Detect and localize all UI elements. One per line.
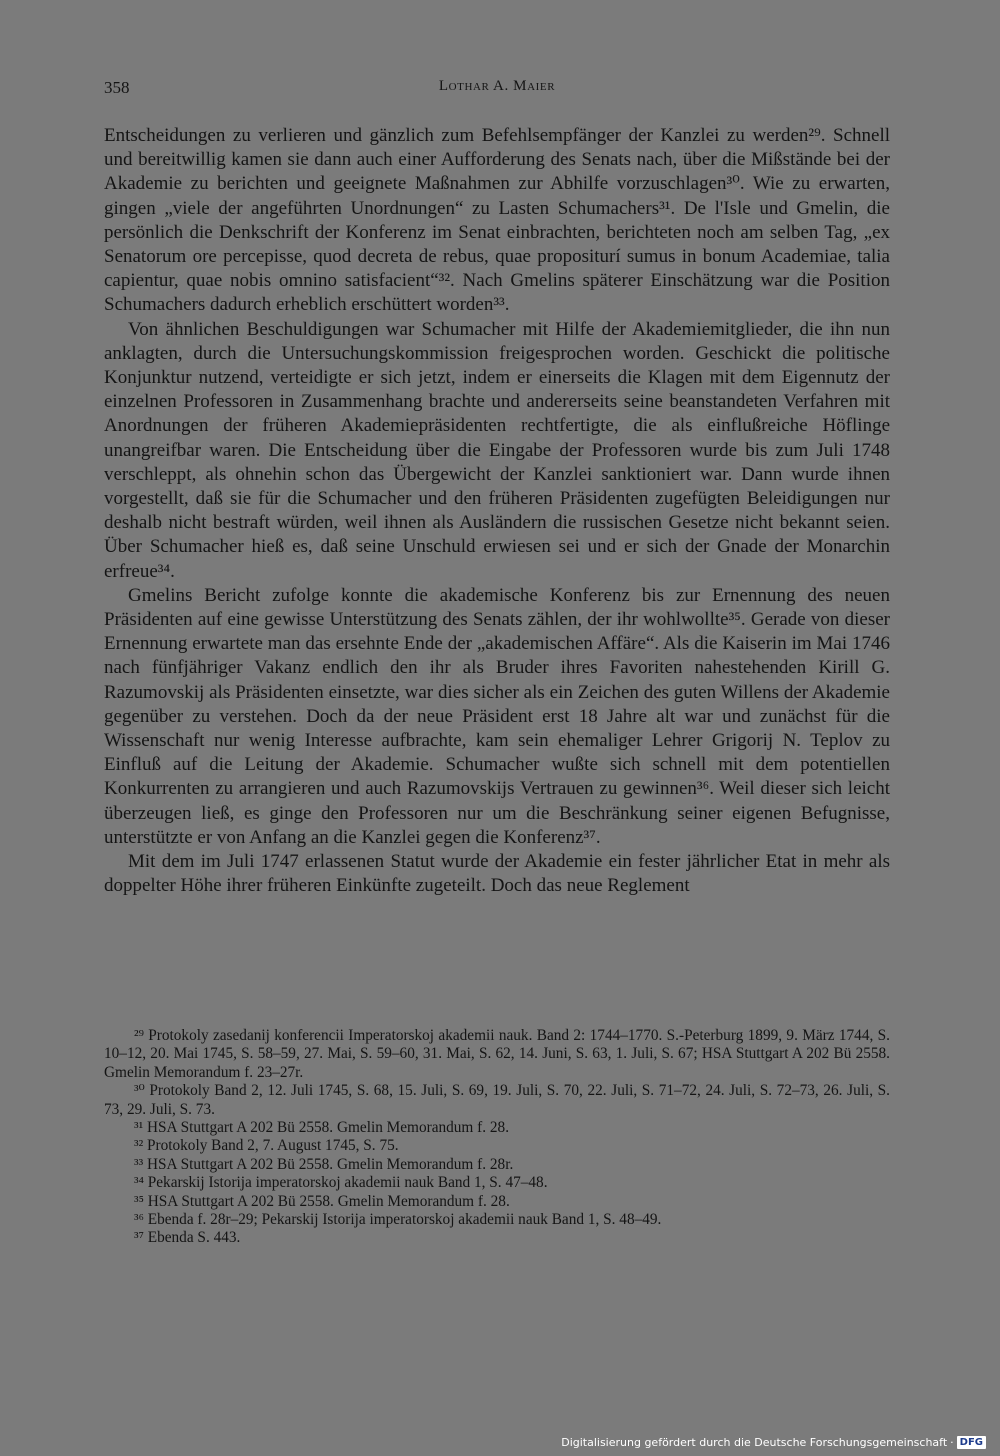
footnote: ³¹ HSA Stuttgart A 202 Bü 2558. Gmelin Memorandum f. 28. bbox=[134, 1119, 510, 1137]
footnote: ³⁷ Ebenda S. 443. bbox=[134, 1229, 241, 1247]
paragraph: Von ähnlichen Beschuldigungen war Schumacher mit Hilfe der Akademiemitglieder, die ihn nun anklagten, durch die Untersuchungskommission freigesprochen worden. Geschickt die politische Konjunktur nutzend, verteidigte er sich jetzt, indem er einerseits die Klagen mit dem Eigennutz der einzelnen Professoren in Zusammenhang brachte und andererseits seine beanstandeten Verfahren mit Anordnungen der früheren Akademiepräsidenten rechtfertigte, die als einflußreiche Höflinge unangreifbar waren. Die Entscheidung über die Eingabe der Professoren wurde bis zum Juli 1748 verschleppt, als ohnehin schon das Übergewicht der Kanzlei sanktioniert war. Dann wurde ihnen vorgestellt, daß sie für die Schumacher und den früheren Präsidenten zugefügten Beleidigungen nur deshalb nicht bestraft würden, weil ihnen als Ausländern die russischen Gesetze nicht bekannt seien. Über Schumacher hieß es, daß seine Unschuld erwiesen sei und er sich der Gnade der Monarchin erfreue³⁴. bbox=[104, 318, 890, 582]
running-head: Lothar A. Maier bbox=[438, 78, 556, 94]
footer-text: Digitalisierung gefördert durch die Deutsche Forschungsgemeinschaft bbox=[561, 1435, 948, 1449]
footnote: ²⁹ Protokoly zasedanij konferencii Imperatorskoj akademii nauk. Band 2: 1744–1770. S.-Peterburg 1899, 9. März 1744, S. 10–12, 20. Mai 1745, S. 58–59, 27. Mai, S. 59–60, 31. Mai, S. 62, 14. Juni, S. 63, 1. Juli, S. 67; HSA Stuttgart A 202 Bü 2558. Gmelin Memorandum f. 23–27r. bbox=[104, 1027, 890, 1081]
footnote: ³⁶ Ebenda f. 28r–29; Pekarskij Istorija imperatorskoj akademii nauk Band 1, S. 48–49. bbox=[134, 1211, 662, 1229]
footnote: ³² Protokoly Band 2, 7. August 1745, S. 75. bbox=[134, 1137, 399, 1155]
digitization-footer bbox=[561, 1434, 986, 1450]
page-header bbox=[104, 78, 890, 102]
footnotes bbox=[104, 1027, 890, 1248]
paragraph: Mit dem im Juli 1747 erlassenen Statut wurde der Akademie ein fester jährlicher Etat in mehr als doppelter Höhe ihrer früheren Einkünfte zugeteilt. Doch das neue Reglement bbox=[104, 851, 890, 897]
footnote: ³⁴ Pekarskij Istorija imperatorskoj akademii nauk Band 1, S. 47–48. bbox=[134, 1174, 548, 1192]
separator: · bbox=[950, 1435, 954, 1449]
main-text bbox=[104, 124, 890, 899]
dfg-logo: DFG bbox=[957, 1436, 986, 1449]
paragraph: Gmelins Bericht zufolge konnte die akademische Konferenz bis zur Ernennung des neuen Präsidenten auf eine gewisse Unterstützung des Senats zählen, der ihr wohlwollte³⁵. Gerade von dieser Ernennung erwartete man das ersehnte Ende der „akademischen Affäre“. Als die Kaiserin im Mai 1746 nach fünfjähriger Vakanz endlich den ihr als Bruder ihres Favoriten nahestehenden Kirill G. Razumovskij als Präsidenten einsetzte, war dies sicher als ein Zeichen des guten Willens der Akademie gegenüber zu verstehen. Doch da der neue Präsident erst 18 Jahre alt war und zunächst für die Wissenschaft nur wenig Interesse aufbrachte, kam sein ehemaliger Lehrer Grigorij N. Teplov zu Einfluß auf die Leitung der Akademie. Schumacher wußte sich schnell mit dem potentiellen Konkurrenten zu arrangieren und auch Razumovskijs Vertrauen zu gewinnen³⁶. Weil dieser sich leicht überzeugen ließ, es ginge den Professoren nur um die Beschränkung seiner eigenen Befugnisse, unterstützte er von Anfang an die Kanzlei gegen die Konferenz³⁷. bbox=[104, 584, 890, 848]
footnote: ³⁰ Protokoly Band 2, 12. Juli 1745, S. 68, 15. Juli, S. 69, 19. Juli, S. 70, 22. Juli, S. 71–72, 24. Juli, S. 72–73, 26. Juli, S. 73, 29. Juli, S. 73. bbox=[104, 1082, 890, 1118]
paragraph: Entscheidungen zu verlieren und gänzlich zum Befehlsempfänger der Kanzlei zu werden²⁹. Schnell und bereitwillig kamen sie dann auch einer Aufforderung des Senats nach, über die Mißstände bei der Akademie zu berichten und geeignete Maßnahmen zur Abhilfe vorzuschlagen³⁰. Wie zu erwarten, gingen „viele der angeführten Unordnungen“ zu Lasten Schumachers³¹. De l'Isle und Gmelin, die persönlich die Denkschrift der Konferenz im Senat einbrachten, berichteten noch am selben Tag, „ex Senatorum ore percepisse, quod decreta de rebus, quae propositurí sumus in bonum Academiae, talia capientur, quae nobis omnino satisfacient“³². Nach Gmelins späterer Einschätzung war die Position Schumachers dadurch erheblich erschüttert worden³³. bbox=[104, 125, 890, 316]
footnote: ³⁵ HSA Stuttgart A 202 Bü 2558. Gmelin Memorandum f. 28. bbox=[134, 1192, 510, 1210]
page-number: 358 bbox=[104, 78, 130, 97]
footnote: ³³ HSA Stuttgart A 202 Bü 2558. Gmelin Memorandum f. 28r. bbox=[134, 1155, 514, 1173]
